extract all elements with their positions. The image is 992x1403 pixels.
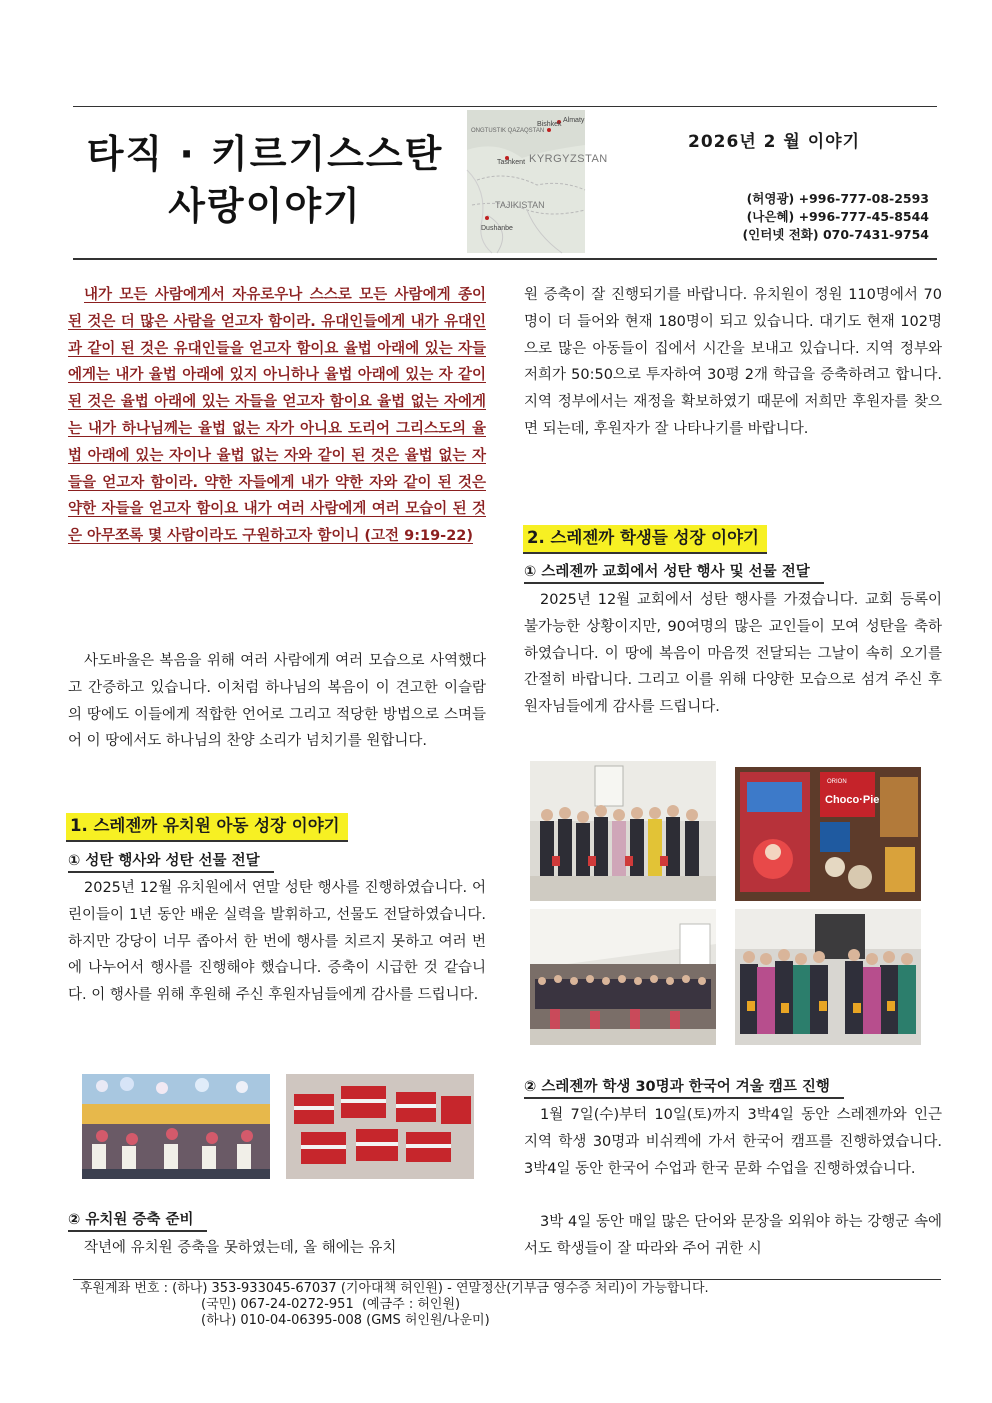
section2-sub2-text2: 3박 4일 동안 매일 많은 단어와 문장을 외워야 하는 강행군 속에서도 학생들이 잘 따라와 주어 귀한 시 (524, 1214, 942, 1257)
section1-heading: 1. 스레젠까 유치원 아동 성장 이야기 (66, 813, 348, 842)
section2-sub2: ② 스레젠까 학생 30명과 한국어 겨울 캠프 진행 (524, 1077, 844, 1099)
contact-2: (나은혜) +996-777-45-8544 (746, 209, 929, 224)
map-city-almaty: Almaty (563, 117, 585, 124)
title-line-2: 사랑이야기 (168, 184, 362, 228)
choco-pie-label: Choco·Pie (825, 794, 880, 806)
photo-church-congregation (530, 909, 716, 1045)
region-map (467, 110, 608, 253)
map-city-tashkent: Tashkent (497, 159, 526, 166)
footer-line-3: (하나) 010-04-06395-008 (GMS 허인원/나운미) (201, 1313, 490, 1328)
section1-sub2-text-cont: 원 증축이 잘 진행되기를 바랍니다. 유치원이 정원 110명에서 70명이 더 들어와 현재 180명이 되고 있습니다. 대기도 현재 102명으로 많은 아동들이 집에서 시간을 보내고 있습니다. 지역 정부와 저희가 50:50으로 투자하여 30평 2개 학급을 증축하려고 합니다. 지역 정부에서는 재정을 확보하였기 때문에 저희만 후원자를 찾으면 되는데, 후원자가 잘 나타나기를 바랍니다. (524, 287, 942, 437)
top-rule (73, 106, 937, 107)
photo-gift-contents (735, 767, 921, 901)
scripture-quote: 내가 모든 사람에게서 자유로우나 스스로 모든 사람에게 종이 된 것은 더 많은 사람을 얻고자 함이라. 유대인들에게 내가 유대인과 같이 된 것은 유대인들을 얻고자 함이요 율법 아래에 있는 자들에게는 내가 율법 아래에 있지 아니하나 율법 아래에 있는 자 같이 된 것은 율법 아래에 있는 자들을 얻고자 함이요 율법 없는 자에게는 내가 하나님께는 율법 없는 자가 아니요 도리어 그리스도의 율법 아래에 있는 자이나 율법 없는 자와 같이 된 것은 율법 없는 자들을 얻고자 함이라. 약한 자들에게 내가 약한 자와 같이 된 것은 약한 자들을 얻고자 함이요 내가 여러 사람에게 여러 모습이 된 것은 아무쪼록 몇 사람이라도 구원하고자 함이니 (고전 9:19-22) (68, 287, 486, 545)
map-country-tajikistan: TAJIKISTAN (495, 200, 545, 210)
footer-line-2: (국민) 067-24-0272-951 (예금주 : 허인원) (201, 1297, 461, 1312)
map-city-dushanbe: Dushanbe (481, 225, 513, 232)
footer-line-1: 후원계좌 번호 : (하나) 353-933045-67037 (기아대책 허인원) - 연말정산(기부금 영수증 처리)이 가능합니다. (80, 1281, 709, 1296)
section2-sub1: ① 스레젠까 교회에서 성탄 행사 및 선물 전달 (524, 562, 824, 584)
photo-church-group (530, 761, 716, 901)
footer-rule (73, 1279, 941, 1280)
donation-accounts (80, 1281, 709, 1329)
section2-sub2-text1: 1월 7일(수)부터 10일(토)까지 3박4일 동안 스레젠까와 인근 지역 학생 30명과 비쉬켁에 가서 한국어 캠프를 진행하였습니다. 3박4일 동안 한국어 수업과 한국 문화 수업을 진행하였습니다. (524, 1107, 942, 1177)
page-title (70, 128, 460, 232)
issue-date: 2026년 2 월 이야기 (688, 132, 861, 152)
contact-3: (인터넷 전화) 070-7431-9754 (742, 227, 929, 242)
photo-gift-boxes (286, 1074, 474, 1179)
map-graphic (467, 110, 608, 253)
section2-sub1-text: 2025년 12월 교회에서 성탄 행사를 가졌습니다. 교회 등록이 불가능한 상황이지만, 90여명의 많은 교인들이 모여 성탄을 축하하였습니다. 이 땅에 복음이 마음껏 전달되는 그날이 속히 오기를 간절히 바랍니다. 그리고 이를 위해 다양한 모습으로 섬겨 주신 후원자님들에게 감사를 드립니다. (524, 592, 942, 716)
orion-label: ORION (827, 779, 847, 785)
photo-kindergarten-event (82, 1074, 270, 1179)
map-city-bishkek: Bishkek (537, 121, 562, 128)
header-rule (73, 258, 937, 260)
photo-church-families (735, 909, 921, 1045)
section1-sub1: ① 성탄 행사와 성탄 선물 전달 (68, 851, 274, 873)
section2-heading: 2. 스레젠까 학생들 성장 이야기 (523, 525, 767, 554)
section1-sub2-text-start: 작년에 유치원 증축을 못하였는데, 올 해에는 유치 (84, 1240, 397, 1256)
section1-sub1-text: 2025년 12월 유치원에서 연말 성탄 행사를 진행하였습니다. 어린이들이 1년 동안 배운 실력을 발휘하고, 선물도 전달하였습니다. 하지만 강당이 너무 좁아서 한 번에 행사를 치르지 못하고 여러 번에 나누어서 행사를 진행해야 했습니다. 증축이 시급한 것 같습니다. 이 행사를 위해 후원해 주신 후원자님들에게 감사를 드립니다. (68, 880, 486, 1004)
map-region: ONGTUSTIK QAZAQSTAN (471, 128, 545, 134)
intro-body: 사도바울은 복음을 위해 여러 사람에게 여러 모습으로 사역했다고 간증하고 있습니다. 이처럼 하나님의 복음이 이 견고한 이슬람의 땅에도 이들에게 적합한 언어로 그리고 적당한 방법으로 스며들어 이 땅에서도 하나님의 찬양 소리가 넘치기를 원합니다. (68, 653, 486, 750)
contact-1: (허영광) +996-777-08-2593 (746, 191, 929, 206)
title-line-1: 타직 · 키르기스스탄 (86, 132, 444, 176)
section1-sub2: ② 유치원 증축 준비 (68, 1210, 207, 1232)
map-country-kyrgyzstan: KYRGYZSTAN (529, 153, 608, 165)
